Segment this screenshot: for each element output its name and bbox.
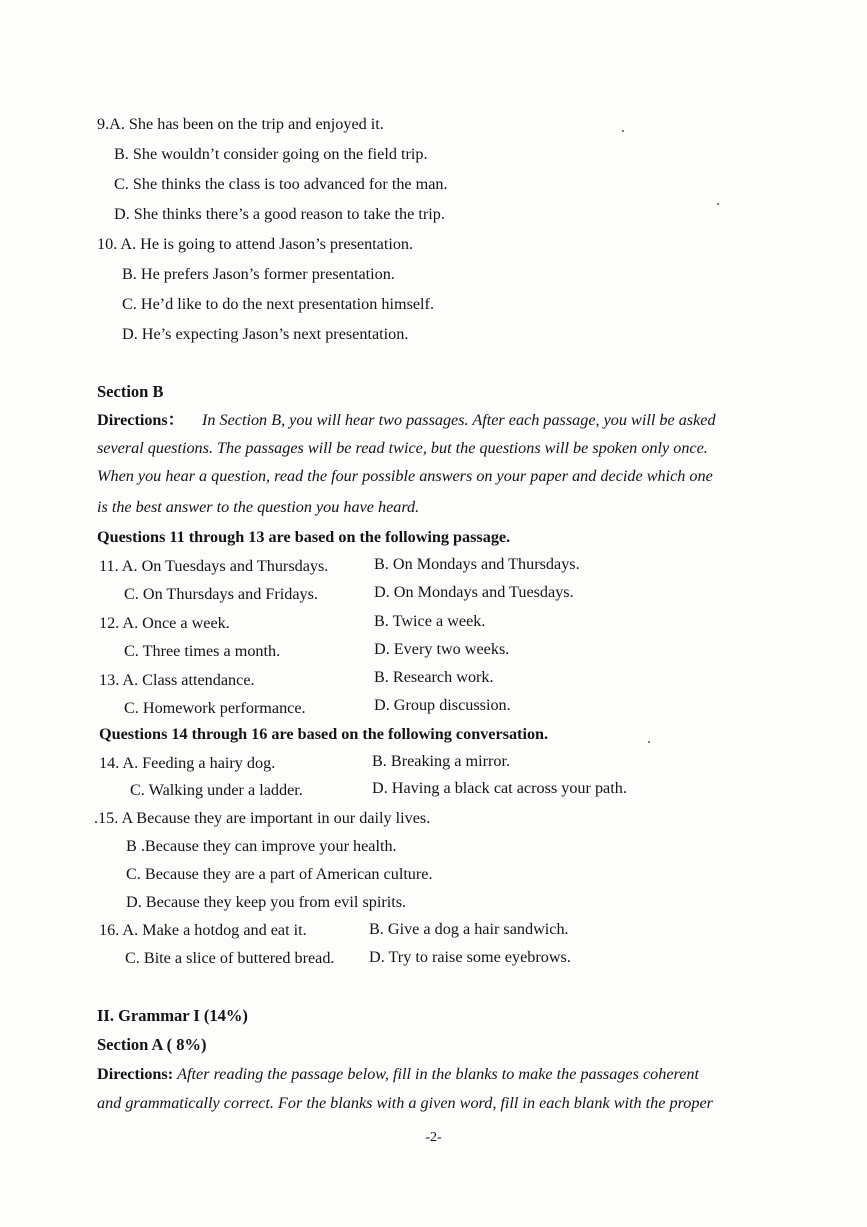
q10-option-a: 10. A. He is going to attend Jason’s presentation. <box>97 235 414 253</box>
q14-option-c: C. Walking under a ladder. <box>130 781 303 799</box>
q15-option-d: D. Because they keep you from evil spirits. <box>126 893 407 911</box>
section-b-title: Section B <box>97 382 164 401</box>
grammar-directions-label: Directions: <box>97 1065 174 1083</box>
scan-speck <box>648 741 650 743</box>
q15-option-c: C. Because they are a part of American culture. <box>126 865 433 883</box>
q12-option-d: D. Every two weeks. <box>374 640 510 658</box>
q14-option-a: 14. A. Feeding a hairy dog. <box>99 754 276 772</box>
question-group-2-heading: Questions 14 through 16 are based on the following conversation. <box>99 725 549 743</box>
q11-option-c: C. On Thursdays and Fridays. <box>124 585 318 603</box>
q11-option-a: 11. A. On Tuesdays and Thursdays. <box>99 557 329 575</box>
q13-option-c: C. Homework performance. <box>124 699 306 717</box>
q10-option-b: B. He prefers Jason’s former presentation. <box>122 265 395 283</box>
q10-option-d: D. He’s expecting Jason’s next presentation. <box>122 325 409 343</box>
q9-number: 9. <box>97 115 110 133</box>
grammar-directions-line-2: and grammatically correct. For the blanks with a given word, fill in each blank with the proper <box>97 1094 713 1112</box>
q10-option-c: C. He’d like to do the next presentation himself. <box>122 295 434 313</box>
q9-option-d: D. She thinks there’s a good reason to take the trip. <box>114 205 445 223</box>
q9-option-b: B. She wouldn’t consider going on the field trip. <box>114 145 428 163</box>
q13-option-a: 13. A. Class attendance. <box>99 671 255 689</box>
q15-option-b: B .Because they can improve your health. <box>126 837 397 855</box>
q12-option-b: B. Twice a week. <box>374 612 486 630</box>
q12-option-a: 12. A. Once a week. <box>99 614 230 632</box>
q14-option-b: B. Breaking a mirror. <box>372 752 511 770</box>
q12-number: 12. <box>99 614 120 632</box>
directions-label: Directions： <box>97 411 184 429</box>
q13-number: 13. <box>99 671 120 689</box>
q10-number: 10. <box>97 235 118 253</box>
q11-number: 11. <box>99 557 119 575</box>
q16-option-b: B. Give a dog a hair sandwich. <box>369 920 569 938</box>
q12-option-c: C. Three times a month. <box>124 642 281 660</box>
grammar-directions-line-1: Directions: After reading the passage below, fill in the blanks to make the passages coherent <box>97 1065 699 1083</box>
q16-option-a: 16. A. Make a hotdog and eat it. <box>99 921 307 939</box>
q14-option-d: D. Having a black cat across your path. <box>372 779 627 797</box>
q16-option-d: D. Try to raise some eyebrows. <box>369 948 571 966</box>
q11-option-b: B. On Mondays and Thursdays. <box>374 555 580 573</box>
section-b-directions-line-4: is the best answer to the question you have heard. <box>97 498 420 516</box>
q9-option-a: 9.A. She has been on the trip and enjoyed it. <box>97 115 384 133</box>
q15-number: .15. <box>94 809 119 827</box>
q16-option-c: C. Bite a slice of buttered bread. <box>125 949 335 967</box>
scan-speck <box>622 130 624 132</box>
section-b-directions-line-2: several questions. The passages will be read twice, but the questions will be spoken only once. <box>97 439 708 457</box>
q14-number: 14. <box>99 754 120 772</box>
grammar-title: II. Grammar I (14%) <box>97 1006 248 1025</box>
q11-option-d: D. On Mondays and Tuesdays. <box>374 583 574 601</box>
q15-option-a: .15. A Because they are important in our daily lives. <box>94 809 431 827</box>
grammar-section-a-title: Section A ( 8%) <box>97 1035 207 1054</box>
section-b-directions-line-1: Directions： In Section B, you will hear two passages. After each passage, you will be asked <box>97 411 716 429</box>
question-group-1-heading: Questions 11 through 13 are based on the following passage. <box>97 528 511 546</box>
q13-option-b: B. Research work. <box>374 668 494 686</box>
q9-option-c: C. She thinks the class is too advanced for the man. <box>114 175 448 193</box>
page-number: -2- <box>425 1130 442 1145</box>
section-b-directions-line-3: When you hear a question, read the four possible answers on your paper and decide which one <box>97 467 713 485</box>
q13-option-d: D. Group discussion. <box>374 696 511 714</box>
q16-number: 16. <box>99 921 120 939</box>
scan-speck <box>717 203 719 205</box>
